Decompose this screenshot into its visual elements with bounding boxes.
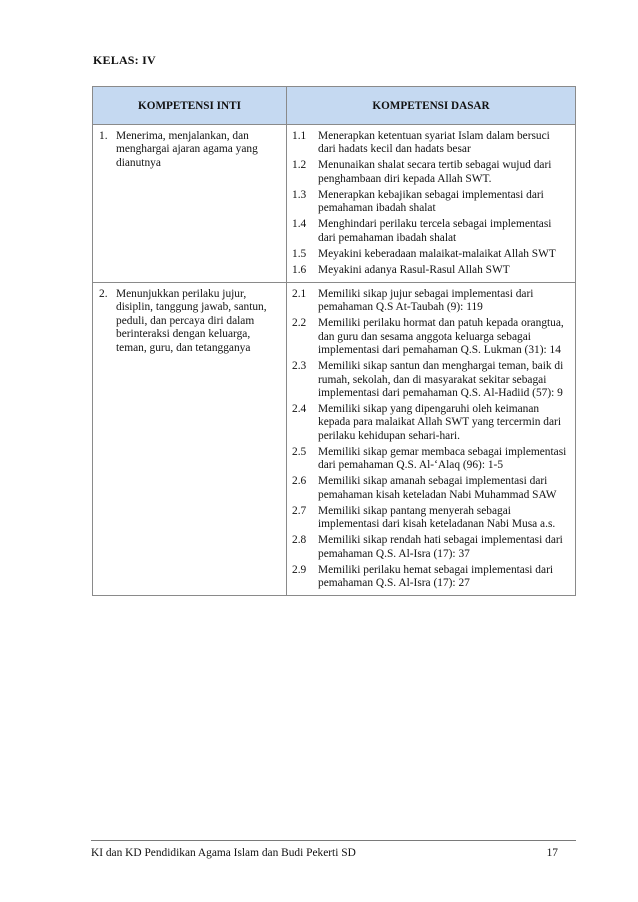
kd-text: Menerapkan ketentuan syariat Islam dalam bersuci dari hadats kecil dan hadats besar [318, 130, 550, 156]
kd-number: 2.2 [292, 317, 307, 330]
kompetensi-inti-cell [93, 125, 287, 283]
kd-number: 1.5 [292, 247, 307, 260]
class-heading: KELAS: IV [93, 53, 156, 67]
header-kompetensi-dasar: KOMPETENSI DASAR [287, 87, 576, 125]
table-header-row [93, 87, 576, 125]
kd-number: 2.8 [292, 534, 307, 547]
kompetensi-inti-item [94, 126, 285, 170]
kompetensi-dasar-item [292, 248, 570, 261]
ki-text: Menunjukkan perilaku jujur, disiplin, tanggung jawab, santun, peduli, dan percaya diri dalam berinteraksi dengan keluarga, teman, guru, dan tetangganya [116, 288, 267, 354]
kd-text: Meyakini adanya Rasul-Rasul Allah SWT [318, 263, 510, 276]
kd-text: Memiliki sikap yang dipengaruhi oleh keimanan kepada para malaikat Allah SWT yang tercermin dari perilaku kehidupan sehari-hari. [318, 403, 562, 442]
competency-table [92, 86, 576, 596]
table-body [93, 125, 576, 596]
table-row [93, 125, 576, 283]
kompetensi-dasar-item [292, 534, 570, 561]
kd-number: 2.7 [292, 504, 307, 517]
table-row [93, 283, 576, 596]
kd-text: Memiliki sikap santun dan menghargai teman, baik di rumah, sekolah, dan di masyarakat sekitar sebagai implementasi dari pemahaman Q.S. Al-Hadiid (57): 9 [318, 360, 564, 400]
kd-number: 2.6 [292, 475, 307, 488]
kompetensi-dasar-item [292, 159, 570, 186]
ki-number: 1. [99, 130, 108, 142]
kompetensi-dasar-cell [287, 125, 576, 283]
kompetensi-dasar-list [288, 284, 574, 594]
kompetensi-dasar-item [292, 189, 570, 216]
kd-text: Memiliki sikap pantang menyerah sebagai implementasi dari kisah keteladanan Nabi Musa a.s. [318, 504, 556, 531]
kd-number: 2.9 [292, 563, 307, 576]
kompetensi-dasar-item [292, 264, 570, 277]
kompetensi-inti-cell [93, 283, 287, 596]
kd-text: Memiliki perilaku hemat sebagai implementasi dari pemahaman Q.S. Al-Isra (17): 27 [318, 563, 554, 589]
kompetensi-inti-item [94, 284, 285, 355]
page-footer [91, 840, 576, 859]
kompetensi-dasar-item [292, 360, 570, 400]
kompetensi-dasar-item [292, 564, 570, 591]
header-kompetensi-inti: KOMPETENSI INTI [93, 87, 287, 125]
kompetensi-dasar-item [292, 218, 570, 245]
page-number: 17 [546, 847, 558, 859]
kompetensi-dasar-item [292, 505, 570, 532]
kd-text: Menerapkan kebajikan sebagai implementasi dari pemahaman ibadah shalat [318, 188, 544, 215]
kompetensi-dasar-item [292, 130, 570, 157]
kd-number: 1.1 [292, 130, 307, 142]
kd-text: Menghindari perilaku tercela sebagai implementasi dari pemahaman ibadah shalat [318, 218, 552, 244]
kd-text: Memiliki sikap jujur sebagai implementasi dari pemahaman Q.S At-Taubah (9): 119 [318, 288, 534, 314]
kompetensi-dasar-list [288, 126, 574, 281]
kd-text: Meyakini keberadaan malaikat-malaikat Allah SWT [318, 247, 556, 260]
kd-number: 1.3 [292, 188, 307, 201]
kompetensi-dasar-cell [287, 283, 576, 596]
kompetensi-dasar-item [292, 475, 570, 502]
kompetensi-dasar-item [292, 288, 570, 315]
kd-number: 2.4 [292, 403, 307, 416]
kd-text: Menunaikan shalat secara tertib sebagai wujud dari penghambaan diri kepada Allah SWT. [318, 159, 552, 185]
kd-text: Memiliki sikap gemar membaca sebagai implementasi dari pemahaman Q.S. Al-‘Alaq (96): 1-5 [318, 445, 567, 472]
kompetensi-dasar-item [292, 403, 570, 443]
kompetensi-dasar-item [292, 317, 570, 357]
kd-number: 1.2 [292, 159, 307, 172]
kd-number: 1.6 [292, 263, 307, 276]
kd-number: 2.5 [292, 445, 307, 458]
ki-text: Menerima, menjalankan, dan menghargai ajaran agama yang dianutnya [116, 130, 258, 169]
kd-text: Memiliki sikap rendah hati sebagai implementasi dari pemahaman Q.S. Al-Isra (17): 37 [318, 534, 563, 560]
kd-text: Memiliki sikap amanah sebagai implementasi dari pemahaman kisah keteladan Nabi Muhammad SAW [318, 475, 557, 501]
kompetensi-dasar-item [292, 446, 570, 473]
kd-number: 2.3 [292, 360, 307, 373]
kd-number: 2.1 [292, 288, 307, 301]
kd-number: 1.4 [292, 218, 307, 231]
kd-text: Memiliki perilaku hormat dan patuh kepada orangtua, dan guru dan sesama anggota keluarga sebagai implementasi dari pemahaman Q.S. Lukman (31): 14 [318, 317, 564, 357]
footer-title: KI dan KD Pendidikan Agama Islam dan Budi Pekerti SD [91, 847, 356, 859]
ki-number: 2. [99, 288, 108, 301]
